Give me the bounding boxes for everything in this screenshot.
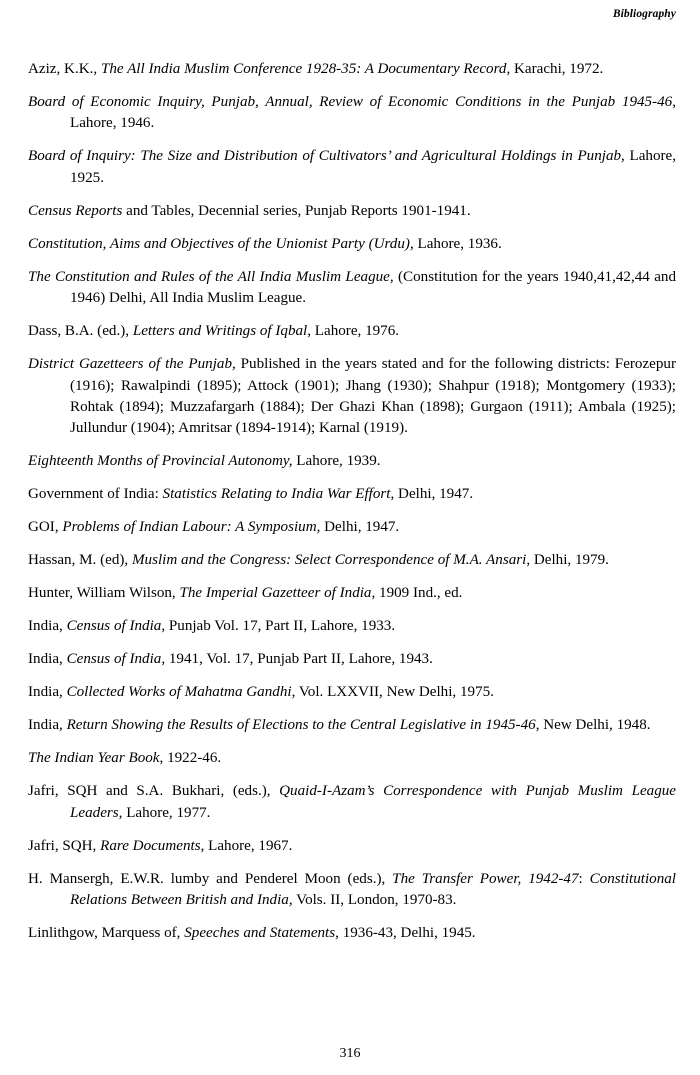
bibliography-entry	[28, 583, 676, 604]
page-number: 316	[339, 1046, 361, 1061]
bibliography-entry	[28, 146, 676, 189]
entry-title-text: Census of India	[66, 651, 162, 668]
bibliography-entry	[28, 682, 676, 703]
bibliography-entry	[28, 267, 676, 310]
entry-title-text: Board of Economic Inquiry, Punjab, Annual, Review of Economic Conditions in the Punjab 1945-46	[28, 94, 673, 110]
entry-plain-text: (Constitution for the years 1940,41,42,44 and 1946) Delhi, All India Muslim League.	[70, 268, 676, 307]
entry-plain-text: India,	[28, 651, 67, 668]
entry-plain-text: , Lahore, 1976.	[307, 323, 400, 340]
entry-plain-text: , Delhi, 1947.	[390, 486, 474, 503]
entry-plain-text: Government of India:	[28, 486, 163, 503]
entry-plain-text: , Published in the years stated and for the following districts: Ferozepur (1916); Rawalpindi (1895); Attock (1901); Jhang (1930); Shahpur (1918); Montgomery (1933); Rohtak (1894); Muzzafargarh (1884); Der Ghazi Khan (1898); Gurgaon (1911); Ambala (1925); Jullundur (1904); Amritsar (1894-1914); Karnal (1919).	[70, 356, 676, 437]
bibliography-entry	[28, 484, 676, 505]
bibliography-entry	[28, 550, 676, 571]
entry-plain-text: Hunter, William Wilson,	[28, 585, 180, 602]
entry-plain-text: , Vol. LXXVII, New Delhi, 1975.	[291, 684, 494, 701]
entry-plain-text: , 1909 Ind., ed.	[371, 585, 463, 602]
entry-title-text: Constitution, Aims and Objectives of the Unionist Party (Urdu)	[28, 235, 410, 252]
entry-title-text: The Imperial Gazetteer of India	[179, 585, 372, 602]
bibliography-entry	[28, 354, 676, 440]
entry-plain-text: , Karachi, 1972.	[506, 61, 604, 77]
entry-title-text: Problems of Indian Labour: A Symposium	[62, 519, 317, 536]
bibliography-entry	[28, 836, 676, 857]
entry-plain-text: , Lahore, 1925.	[70, 148, 676, 186]
entry-title-text: District Gazetteers of the Punjab	[28, 356, 232, 373]
entry-plain-text: , Lahore, 1946.	[70, 94, 676, 132]
entry-plain-text: Vols. II, London, 1970-83.	[292, 892, 457, 909]
entry-title-text: Letters and Writings of Iqbal	[132, 323, 308, 340]
entry-plain-text: , Delhi, 1947.	[316, 519, 400, 536]
entry-title-text: The Indian Year Book	[28, 750, 160, 767]
bibliography-entry	[28, 649, 676, 670]
bibliography-entry	[28, 616, 676, 637]
entry-plain-text: and Tables, Decennial series, Punjab Reports 1901-1941.	[122, 202, 471, 219]
entry-plain-text: Dass, B.A. (ed.),	[28, 323, 133, 340]
entry-title-text: Constitutional Relations Between British and India,	[70, 870, 676, 909]
entry-title-text: Collected Works of Mahatma Gandhi	[66, 684, 292, 701]
entry-plain-text: , Lahore, 1936.	[409, 235, 502, 252]
entry-plain-text: Jafri, SQH and S.A. Bukhari, (eds.),	[28, 783, 280, 800]
entry-plain-text: , New Delhi, 1948.	[535, 717, 651, 734]
entry-plain-text: Aziz, K.K.,	[28, 61, 101, 77]
bibliography-entry	[28, 451, 676, 472]
entry-plain-text: , Punjab Vol. 17, Part II, Lahore, 1933.	[161, 618, 396, 635]
bibliography-entry	[28, 748, 676, 769]
bibliography-entry-list	[28, 59, 676, 945]
entry-title-text: Census of India	[66, 618, 162, 635]
entry-plain-text: , 1922-46.	[159, 750, 222, 767]
entry-plain-text: India,	[28, 618, 67, 635]
bibliography-entry	[28, 715, 676, 736]
entry-title-text: Board of Inquiry: The Size and Distribution of Cultivators’ and Agricultural Holdings in Punjab	[28, 148, 622, 165]
bibliography-entry	[28, 321, 676, 342]
entry-title-text: Speeches and Statements	[184, 925, 336, 942]
entry-plain-text: , Lahore, 1977.	[118, 804, 211, 821]
entry-title-text: Statistics Relating to India War Effort	[162, 486, 391, 503]
entry-plain-text: India,	[28, 717, 67, 734]
entry-title-text: Census Reports	[28, 202, 123, 219]
entry-title-text: Quaid-I-Azam’s Correspondence with Punjab Muslim League Leaders	[70, 783, 676, 821]
entry-plain-text: , 1941, Vol. 17, Punjab Part II, Lahore, 1943.	[161, 651, 433, 668]
entry-plain-text: Lahore, 1939.	[292, 453, 381, 470]
entry-plain-text: :	[578, 870, 590, 887]
bibliography-entry	[28, 869, 676, 912]
bibliography-entry	[28, 234, 676, 255]
entry-title-text: The All India Muslim Conference 1928-35: A Documentary Record	[100, 61, 507, 77]
entry-title-text: Eighteenth Months of Provincial Autonomy,	[28, 453, 293, 470]
bibliography-entry	[28, 59, 676, 80]
bibliography-entry	[28, 781, 676, 824]
entry-plain-text: Jafri, SQH,	[28, 837, 101, 854]
entry-title-text: The Constitution and Rules of the All India Muslim League,	[28, 268, 394, 285]
bibliography-entry	[28, 92, 676, 135]
entry-plain-text: H. Mansergh, E.W.R. lumby and Penderel Moon (eds.),	[28, 870, 393, 887]
running-head: Bibliography	[612, 8, 676, 20]
entry-plain-text: , Delhi, 1979.	[526, 552, 609, 569]
entry-plain-text: Hassan, M. (ed),	[28, 552, 132, 569]
entry-plain-text: India,	[28, 684, 67, 701]
entry-plain-text: Linlithgow, Marquess of,	[28, 925, 185, 942]
bibliography-entry	[28, 923, 676, 944]
entry-title-text: Rare Documents	[100, 837, 201, 854]
entry-title-text: Muslim and the Congress: Select Correspondence of M.A. Ansari	[131, 552, 527, 569]
entry-title-text: The Transfer Power, 1942-47	[392, 870, 579, 887]
entry-plain-text: GOI,	[28, 519, 63, 536]
bibliography-entry	[28, 201, 676, 222]
entry-plain-text: , Lahore, 1967.	[200, 837, 293, 854]
entry-plain-text: , 1936-43, Delhi, 1945.	[335, 925, 476, 942]
entry-title-text: Return Showing the Results of Elections to the Central Legislative in 1945-46	[66, 717, 536, 734]
bibliography-entry	[28, 517, 676, 538]
